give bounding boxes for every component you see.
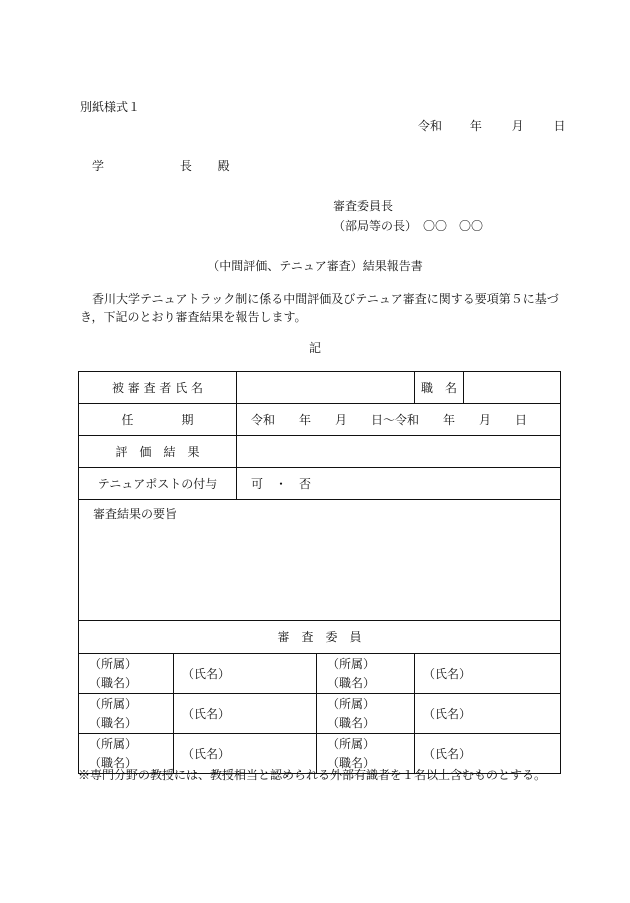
affiliation-label: （所属）: [327, 736, 376, 751]
reviewee-label: 被 審 査 者 氏 名: [79, 372, 237, 404]
job-title-label: （職名）: [89, 675, 138, 690]
committee-title: 審 査 委 員: [79, 621, 561, 654]
tenure-label: テニュアポストの付与: [79, 468, 237, 500]
footnote: ※専門分野の教授には、教授相当と認められる外部有識者を１名以上含むものとする。: [78, 768, 547, 782]
summary-label: 審査結果の要旨: [93, 507, 178, 521]
addressee-cho: 長: [179, 159, 192, 173]
job-title-label: （職名）: [89, 715, 138, 730]
document-title: （中間評価、テニュア審査）結果報告書: [207, 259, 423, 273]
row-reviewee: [79, 372, 561, 404]
committee-row: [79, 694, 561, 734]
date-day: 日: [553, 119, 566, 133]
tenure-value[interactable]: 可 ・ 否: [237, 468, 561, 500]
member-affiliation[interactable]: [317, 694, 415, 734]
row-term: [79, 404, 561, 436]
member-name[interactable]: （氏名）: [415, 734, 561, 774]
summary-box[interactable]: [79, 500, 561, 621]
result-field[interactable]: [237, 436, 561, 468]
body-text: 香川大学テニュアトラック制に係る中間評価及びテニュア審査に関する要項第５に基づき，下記のとおり審査結果を報告します。: [80, 292, 559, 324]
date-year: 年: [469, 119, 482, 133]
date-line: [418, 120, 566, 132]
member-affiliation[interactable]: [79, 694, 174, 734]
member-affiliation[interactable]: [79, 654, 174, 694]
member-name[interactable]: （氏名）: [415, 654, 561, 694]
addressee-dono: 殿: [217, 159, 230, 173]
row-summary: [79, 500, 561, 621]
member-name[interactable]: （氏名）: [174, 654, 317, 694]
job-title-label: （職名）: [327, 675, 376, 690]
row-tenure: [79, 468, 561, 500]
result-label: 評 価 結 果: [79, 436, 237, 468]
report-table: [78, 371, 561, 774]
affiliation-label: （所属）: [89, 656, 138, 671]
affiliation-label: （所属）: [327, 656, 376, 671]
job-title-label: （職名）: [89, 755, 138, 770]
ki-heading: 記: [308, 341, 321, 355]
position-label: 職 名: [415, 372, 464, 404]
affiliation-label: （所属）: [327, 696, 376, 711]
committee-row: [79, 654, 561, 694]
job-title-label: （職名）: [327, 715, 376, 730]
date-era: 令和: [418, 119, 443, 133]
row-result: [79, 436, 561, 468]
member-name[interactable]: （氏名）: [174, 694, 317, 734]
form-number: 別紙様式１: [80, 100, 141, 114]
position-field[interactable]: [464, 372, 561, 404]
addressee-gaku: 学: [92, 159, 105, 173]
member-name[interactable]: （氏名）: [174, 734, 317, 774]
member-affiliation[interactable]: [317, 654, 415, 694]
row-committee-title: [79, 621, 561, 654]
job-title-label: （職名）: [327, 755, 376, 770]
term-label: 任 期: [79, 404, 237, 436]
affiliation-label: （所属）: [89, 736, 138, 751]
addressee: [92, 160, 230, 172]
reviewee-name-field[interactable]: [237, 372, 415, 404]
member-name[interactable]: （氏名）: [415, 694, 561, 734]
term-value[interactable]: 令和 年 月 日～令和 年 月 日: [237, 404, 561, 436]
affiliation-label: （所属）: [89, 696, 138, 711]
chair-title: 審査委員長: [333, 199, 394, 213]
date-month: 月: [511, 119, 524, 133]
chair-role: （部局等の長） 〇〇 〇〇: [333, 219, 484, 233]
